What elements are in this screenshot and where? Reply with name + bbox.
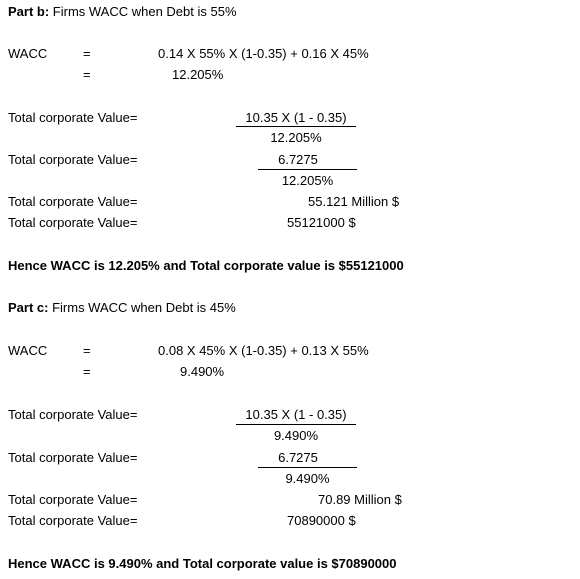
part-b-fraction-line-1	[236, 126, 356, 127]
part-c-wacc-formula: 0.08 X 45% X (1-0.35) + 0.13 X 55%	[158, 343, 369, 358]
part-c-denominator-2: 9.490%	[285, 471, 330, 486]
part-c-tcv-value-4: 70890000 $	[287, 513, 356, 528]
part-c-denominator-1: 9.490%	[273, 428, 319, 443]
part-c-heading-text: Firms WACC when Debt is 45%	[48, 300, 236, 315]
part-b-heading-label: Part b:	[8, 4, 50, 19]
part-b-numerator-2: 6.7275	[278, 152, 318, 167]
part-c-heading-label: Part c:	[8, 300, 49, 315]
part-c-heading	[8, 300, 236, 316]
part-b-denominator-2: 12.205%	[281, 173, 334, 188]
part-b-equals-2: =	[83, 67, 91, 82]
part-c-wacc-value: 9.490%	[180, 364, 225, 379]
part-c-fraction-line-2	[258, 467, 357, 468]
part-c-tcv-label-1: Total corporate Value=	[8, 407, 138, 422]
part-b-tcv-label-3: Total corporate Value=	[8, 194, 138, 209]
part-b-tcv-label-2: Total corporate Value=	[8, 152, 138, 167]
part-b-conclusion: Hence WACC is 12.205% and Total corporate value is $55121000	[8, 258, 404, 273]
part-c-tcv-label-3: Total corporate Value=	[8, 492, 138, 507]
part-c-numerator-1: 10.35 X (1 - 0.35)	[245, 407, 347, 422]
part-c-wacc-label: WACC	[8, 343, 48, 358]
part-b-wacc-label: WACC	[8, 46, 48, 61]
part-b-tcv-value-3: 55.121 Million $	[308, 194, 400, 209]
part-c-equals-2: =	[83, 364, 91, 379]
part-b-fraction-line-2	[258, 169, 357, 170]
part-c-tcv-value-3: 70.89 Million $	[318, 492, 402, 507]
part-c-equals-1: =	[83, 343, 91, 358]
part-b-tcv-value-4: 55121000 $	[287, 215, 356, 230]
part-b-tcv-label-1: Total corporate Value=	[8, 110, 138, 125]
part-b-heading	[8, 4, 237, 20]
part-b-equals-1: =	[83, 46, 91, 61]
part-c-fraction-line-1	[236, 424, 356, 425]
part-c-conclusion: Hence WACC is 9.490% and Total corporate value is $70890000	[8, 556, 397, 571]
part-c-tcv-label-4: Total corporate Value=	[8, 513, 138, 528]
part-b-wacc-formula: 0.14 X 55% X (1-0.35) + 0.16 X 45%	[158, 46, 369, 61]
part-b-numerator-1: 10.35 X (1 - 0.35)	[245, 110, 347, 125]
part-b-denominator-1: 12.205%	[270, 130, 322, 145]
part-b-heading-text: Firms WACC when Debt is 55%	[49, 4, 237, 19]
part-c-numerator-2: 6.7275	[278, 450, 318, 465]
part-b-tcv-label-4: Total corporate Value=	[8, 215, 138, 230]
part-c-tcv-label-2: Total corporate Value=	[8, 450, 138, 465]
part-b-wacc-value: 12.205%	[172, 67, 224, 82]
